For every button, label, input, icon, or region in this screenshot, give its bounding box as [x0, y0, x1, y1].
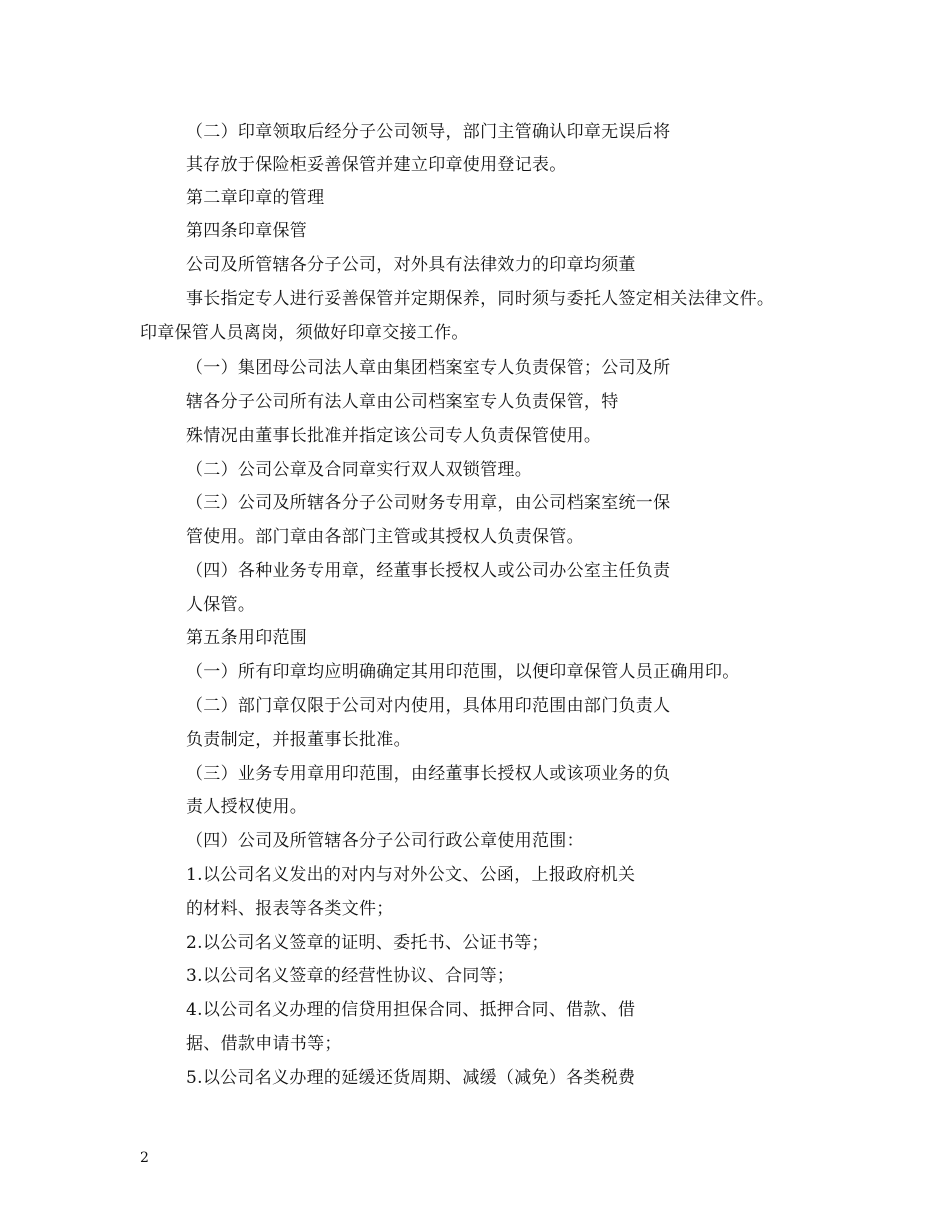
chapter-heading: 第二章印章的管理	[186, 188, 325, 208]
text-line-29: 5.以公司名义办理的延缓还货周期、减缓（减免）各类税费	[186, 1068, 636, 1088]
text-line-19: 负责制定，并报董事长批准。	[186, 730, 411, 750]
text-line-27: 4.以公司名义办理的信贷用担保合同、抵押合同、借款、借	[186, 1000, 636, 1020]
text-line-17: （一）所有印章均应明确确定其用印范围，以便印章保管人员正确用印。	[186, 662, 740, 682]
text-line-2: 其存放于保险柜妥善保管并建立印章使用登记表。	[186, 155, 567, 175]
text-line-8: （一）集团母公司法人章由集团档案室专人负责保管；公司及所	[186, 358, 671, 378]
text-line-6: 事长指定专人进行妥善保管并定期保养，同时须与委托人签定相关法律文件。	[186, 289, 775, 309]
text-line-22: （四）公司及所管辖各分子公司行政公章使用范围：	[186, 831, 584, 851]
text-line-21: 责人授权使用。	[186, 797, 308, 817]
text-line-18: （二）部门章仅限于公司对内使用，具体用印范围由部门负责人	[186, 696, 671, 716]
article-heading-5: 第五条用印范围	[186, 628, 308, 648]
text-line-9: 辖各分子公司所有法人章由公司档案室专人负责保管，特	[186, 392, 619, 412]
text-line-12: （三）公司及所辖各分子公司财务专用章，由公司档案室统一保	[186, 493, 671, 513]
text-line-24: 的材料、报表等各类文件；	[186, 899, 394, 919]
text-line-26: 3.以公司名义签章的经营性协议、合同等；	[186, 966, 515, 986]
text-line-25: 2.以公司名义签章的证明、委托书、公证书等；	[186, 933, 549, 953]
text-line-1: （二）印章领取后经分子公司领导，部门主管确认印章无误后将	[186, 122, 671, 142]
text-line-14: （四）各种业务专用章，经董事长授权人或公司办公室主任负责	[186, 561, 671, 581]
page-number: 2	[140, 1150, 149, 1166]
text-line-7: 印章保管人员离岗，须做好印章交接工作。	[140, 323, 469, 343]
text-line-11: （二）公司公章及合同章实行双人双锁管理。	[186, 460, 532, 480]
text-line-28: 据、借款申请书等；	[186, 1034, 342, 1054]
text-line-20: （三）业务专用章用印范围，由经董事长授权人或该项业务的负	[186, 764, 671, 784]
text-line-10: 殊情况由董事长批准并指定该公司专人负责保管使用。	[186, 426, 602, 446]
article-heading-4: 第四条印章保管	[186, 221, 308, 241]
text-line-15: 人保管。	[186, 595, 256, 615]
text-line-5: 公司及所管辖各分子公司，对外具有法律效力的印章均须董	[186, 255, 636, 275]
text-line-23: 1.以公司名义发出的对内与对外公文、公函，上报政府机关	[186, 865, 636, 885]
text-line-13: 管使用。部门章由各部门主管或其授权人负责保管。	[186, 527, 584, 547]
